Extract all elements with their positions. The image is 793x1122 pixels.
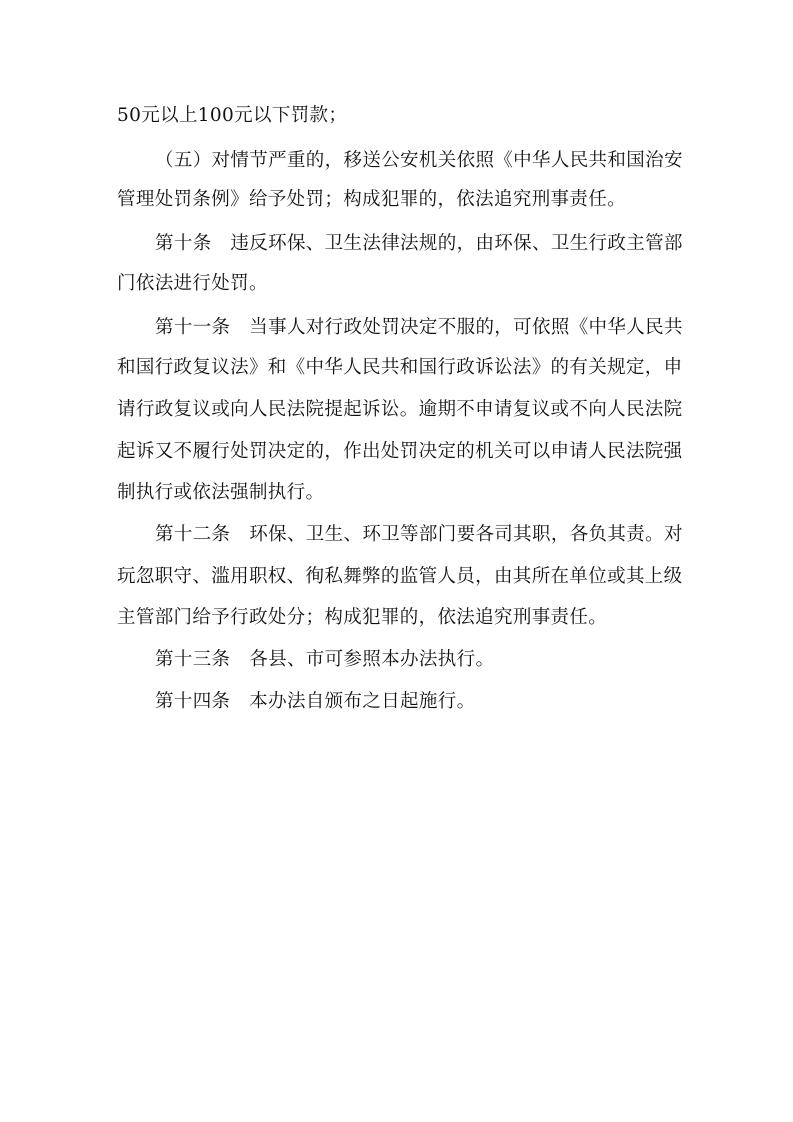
article-11-line: 第十一条 当事人对行政处罚决定不服的，可依照《中华人民共 <box>155 317 683 338</box>
text-line: （五）对情节严重的，移送公安机关依照《中华人民共和国治安 <box>155 150 683 171</box>
text-line: 门依法进行处罚。 <box>117 273 268 294</box>
article-12-line: 第十二条 环保、卫生、环卫等部门要各司其职，各负其责。对 <box>155 524 683 545</box>
article-10-line: 第十条 违反环保、卫生法律法规的，由环保、卫生行政主管部 <box>155 233 683 254</box>
article-13-line: 第十三条 各县、市可参照本办法执行。 <box>155 649 495 670</box>
text-line: 和国行政复议法》和《中华人民共和国行政诉讼法》的有关规定，申 <box>117 357 683 378</box>
text-line: 50元以上100元以下罚款； <box>117 105 348 126</box>
text-line: 管理处罚条例》给予处罚；构成犯罪的，依法追究刑事责任。 <box>117 189 626 210</box>
text-line: 起诉又不履行处罚决定的，作出处罚决定的机关可以申请人民法院强 <box>117 441 683 462</box>
text-line: 制执行或依法强制执行。 <box>117 482 325 503</box>
text-line: 主管部门给予行政处分；构成犯罪的，依法追究刑事责任。 <box>117 607 608 628</box>
article-14-line: 第十四条 本办法自颁布之日起施行。 <box>155 691 476 712</box>
text-line: 请行政复议或向人民法院提起诉讼。逾期不申请复议或不向人民法院 <box>117 399 683 420</box>
text-line: 玩忽职守、滥用职权、徇私舞弊的监管人员，由其所在单位或其上级 <box>117 566 683 587</box>
